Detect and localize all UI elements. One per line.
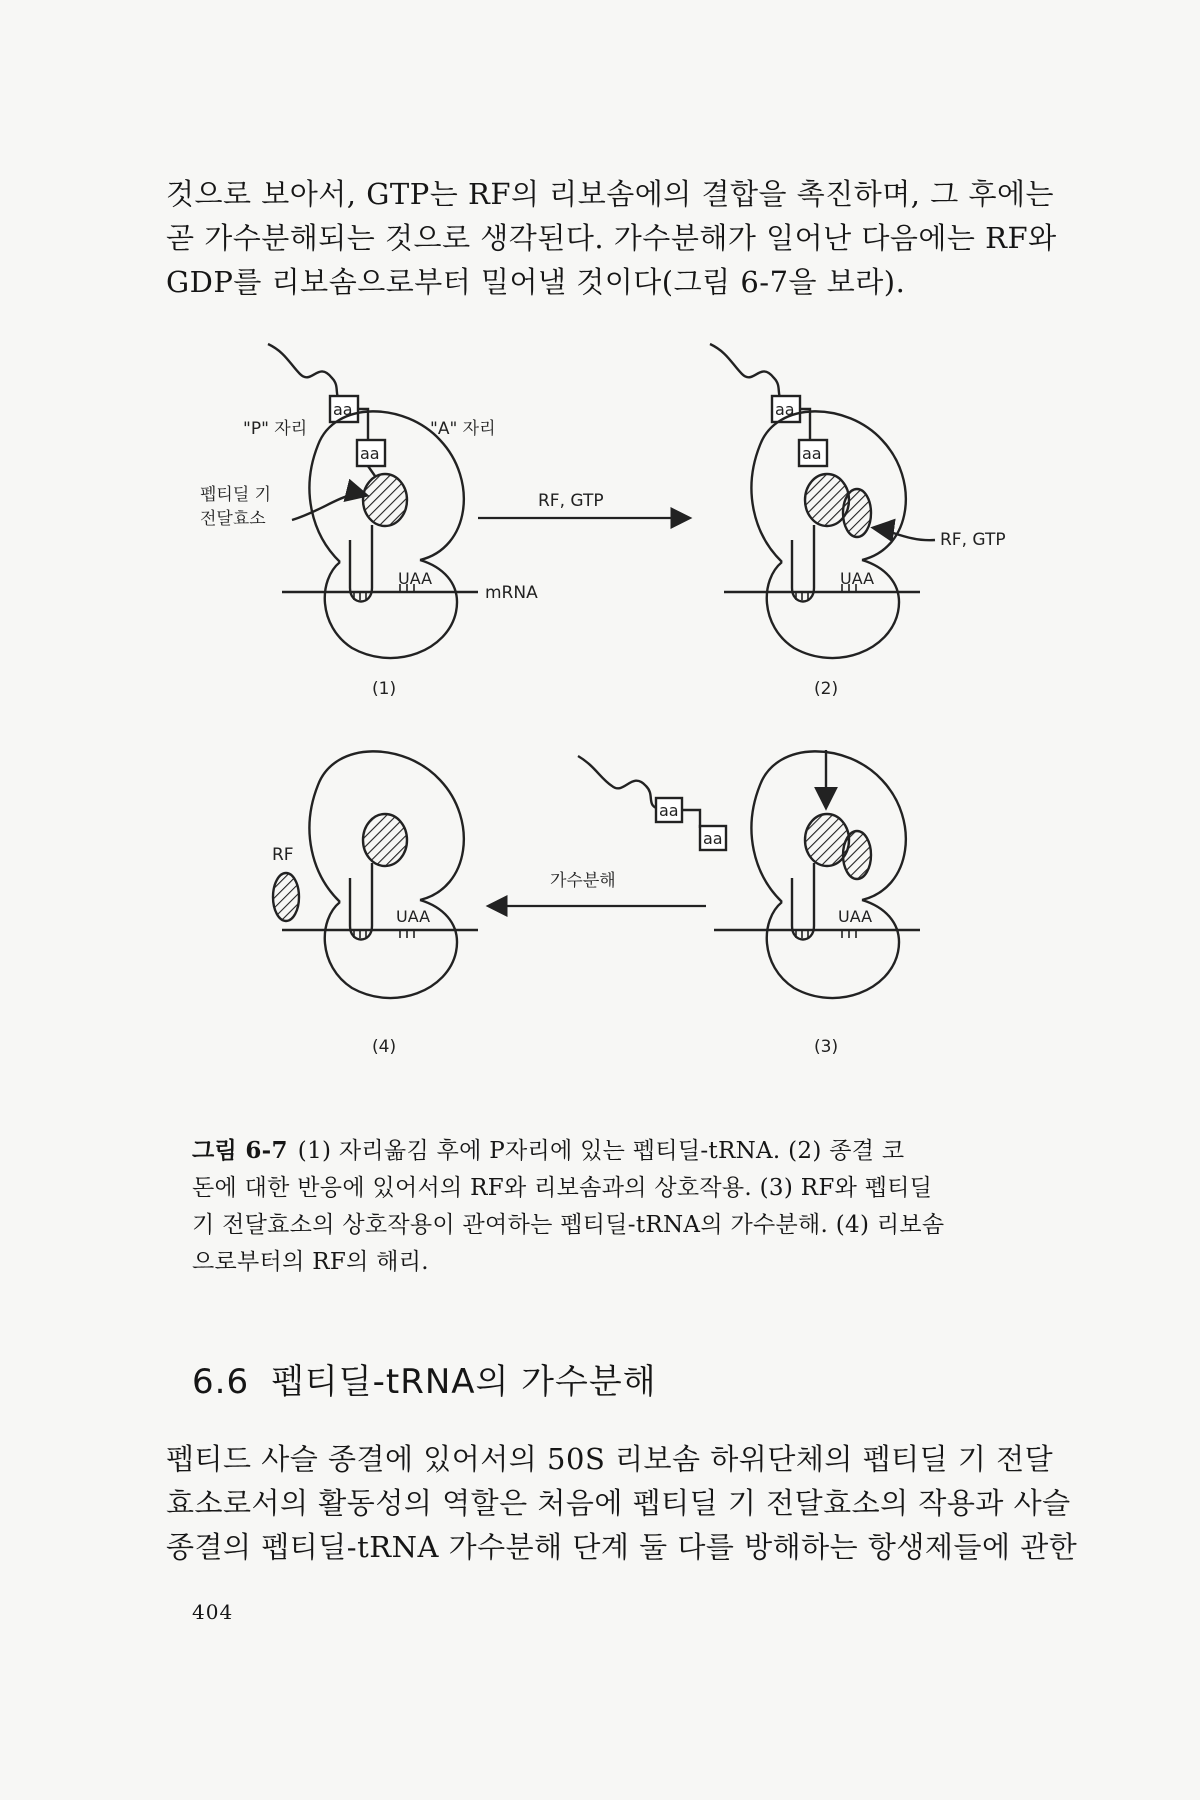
caption-line: 으로부터의 RF의 해리. [192,1249,429,1275]
peptide-link [358,409,368,444]
arrow-rf-gtp-label: RF, GTP [538,491,604,511]
rf-label: RF [272,845,294,865]
codon-label: UAA [398,569,433,588]
caption-line: 돈에 대한 반응에 있어서의 RF와 리보솜과의 상호작용. (3) RF와 펩티딜 [192,1175,933,1201]
enzyme-pointer [292,494,365,520]
rf-gtp-label: RF, GTP [940,530,1006,550]
codon-label: UAA [840,569,875,588]
a-site-label: "A" 자리 [430,419,496,439]
mrna-label: mRNA [485,583,538,603]
caption-line [192,1132,1020,1170]
caption-line: 기 전달효소의 상호작용이 관여하는 펩티딜-tRNA의 가수분해. (4) 리보솜 [192,1212,945,1238]
text-line: 효소로서의 활동성의 역할은 처음에 펩티딜 기 전달효소의 작용과 사슬 [166,1486,1071,1520]
aa-label-top: aa [775,400,795,419]
codon-label: UAA [396,907,431,926]
text-line: 것으로 보아서, GTP는 RF의 리보솜에의 결합을 촉진하며, 그 후에는 [166,177,1054,211]
text-line: 종결의 펩티딜-tRNA 가수분해 단계 둘 다를 방해하는 항생제들에 관한 [166,1530,1078,1564]
aa-label-bottom: aa [360,444,380,463]
figure-caption [192,1132,1020,1281]
figure-6-7 [0,330,1200,1100]
section-paragraph [166,1437,1078,1569]
codon-label: UAA [838,907,873,926]
aa-label-bottom: aa [802,444,822,463]
released-aa-label-1: aa [659,801,679,820]
panel-label: (1) [372,679,397,699]
small-subunit [325,560,457,658]
enzyme-label-line1: 펩티딜 기 [200,485,272,505]
panel-3 [578,750,920,998]
p-site-trna [350,525,372,602]
panel-label: (4) [372,1037,397,1057]
arrow-hydrolysis-label: 가수분해 [550,871,616,891]
section-number: 6.6 [192,1362,250,1402]
section-heading [192,1354,657,1403]
enzyme-label-line2: 전달효소 [200,509,266,529]
panel-label: (2) [814,679,839,699]
section-title-text: 펩티딜-tRNA의 가수분해 [271,1362,657,1402]
caption-text: (1) 자리옮김 후에 P자리에 있는 펩티딜-tRNA. (2) 종결 코 [297,1138,905,1164]
text-line: 곧 가수분해되는 것으로 생각된다. 가수분해가 일어난 다음에는 RF와 [166,221,1057,255]
page-number: 404 [192,1600,234,1624]
released-aa-label-2: aa [703,829,723,848]
p-site-label: "P" 자리 [243,419,308,439]
intro-paragraph [166,172,1057,304]
peptidyl-transferase-site [363,474,407,526]
text-line: 펩티드 사슬 종결에 있어서의 50S 리보솜 하위단체의 펩티딜 기 전달 [166,1442,1054,1476]
panel-1 [268,344,478,658]
panel-2 [710,344,935,658]
released-rf [273,873,299,921]
panel-4 [273,751,478,998]
aa-label-top: aa [333,400,353,419]
panel-label: (3) [814,1037,839,1057]
release-factor [843,489,871,537]
caption-label: 그림 6-7 [192,1137,288,1164]
text-line: GDP를 리보솜으로부터 밀어낼 것이다(그림 6-7을 보라). [166,265,906,299]
